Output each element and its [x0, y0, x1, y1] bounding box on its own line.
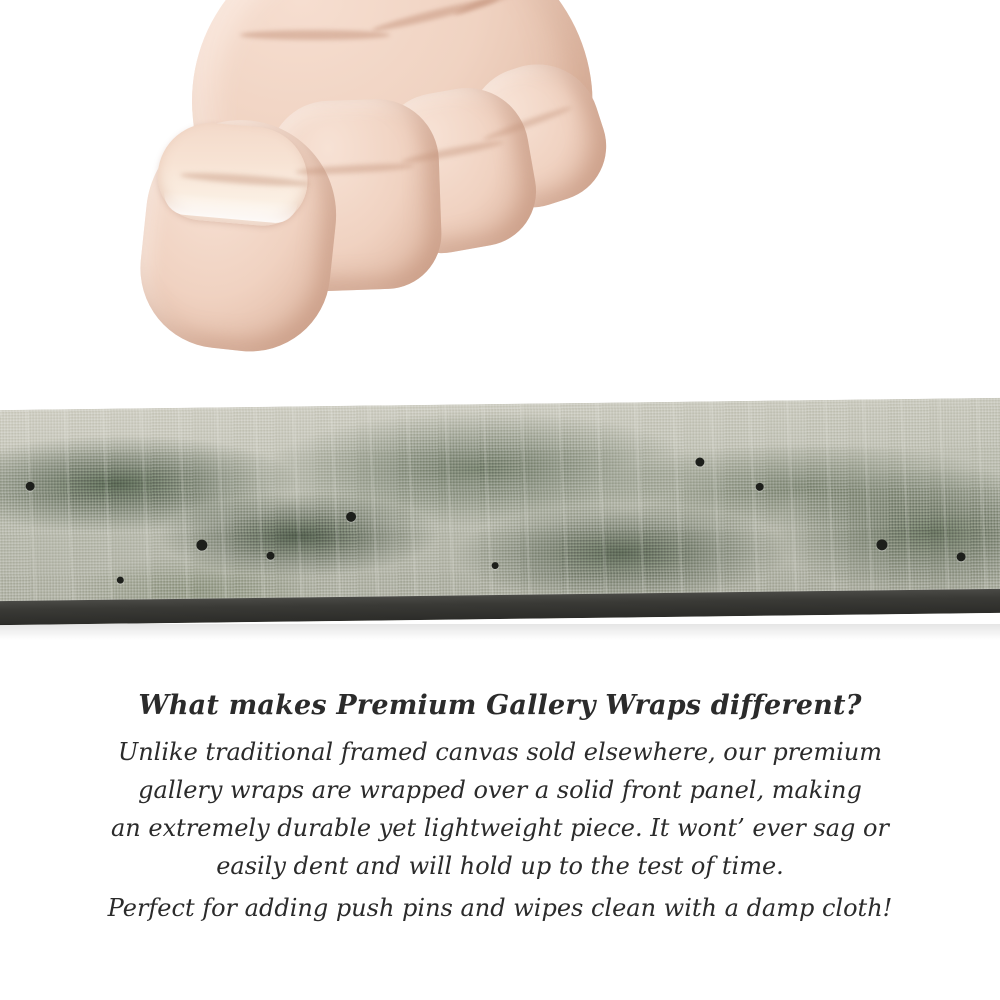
caption-block	[0, 690, 1000, 927]
canvas-speck	[117, 577, 124, 584]
canvas-speck	[266, 552, 274, 560]
caption-line-4: easily dent and will hold up to the test of time.	[216, 852, 784, 880]
canvas-speck	[756, 483, 764, 491]
caption-line-1: Unlike traditional framed canvas sold elsewhere, our premium	[117, 738, 882, 766]
canvas-speck	[695, 457, 704, 466]
caption-line-5: Perfect for adding push pins and wipes clean with a damp cloth!	[107, 894, 893, 922]
caption-heading: What makes Premium Gallery Wraps different?	[138, 690, 862, 721]
canvas-speck	[346, 512, 356, 522]
canvas-speck	[957, 552, 966, 561]
canvas-speck	[492, 562, 499, 569]
canvas-speck	[196, 540, 207, 551]
canvas-speck	[876, 539, 887, 550]
canvas-wrap-panel	[0, 398, 1000, 625]
hand-illustration	[120, 0, 590, 420]
knuckle-crease	[240, 30, 390, 40]
canvas-speck	[26, 482, 35, 491]
caption-line-3: an extremely durable yet lightweight piece. It wont’ ever sag or	[111, 814, 889, 842]
canvas-drop-shadow	[0, 624, 1000, 640]
caption-line-2: gallery wraps are wrapped over a solid front panel, making	[138, 776, 862, 804]
